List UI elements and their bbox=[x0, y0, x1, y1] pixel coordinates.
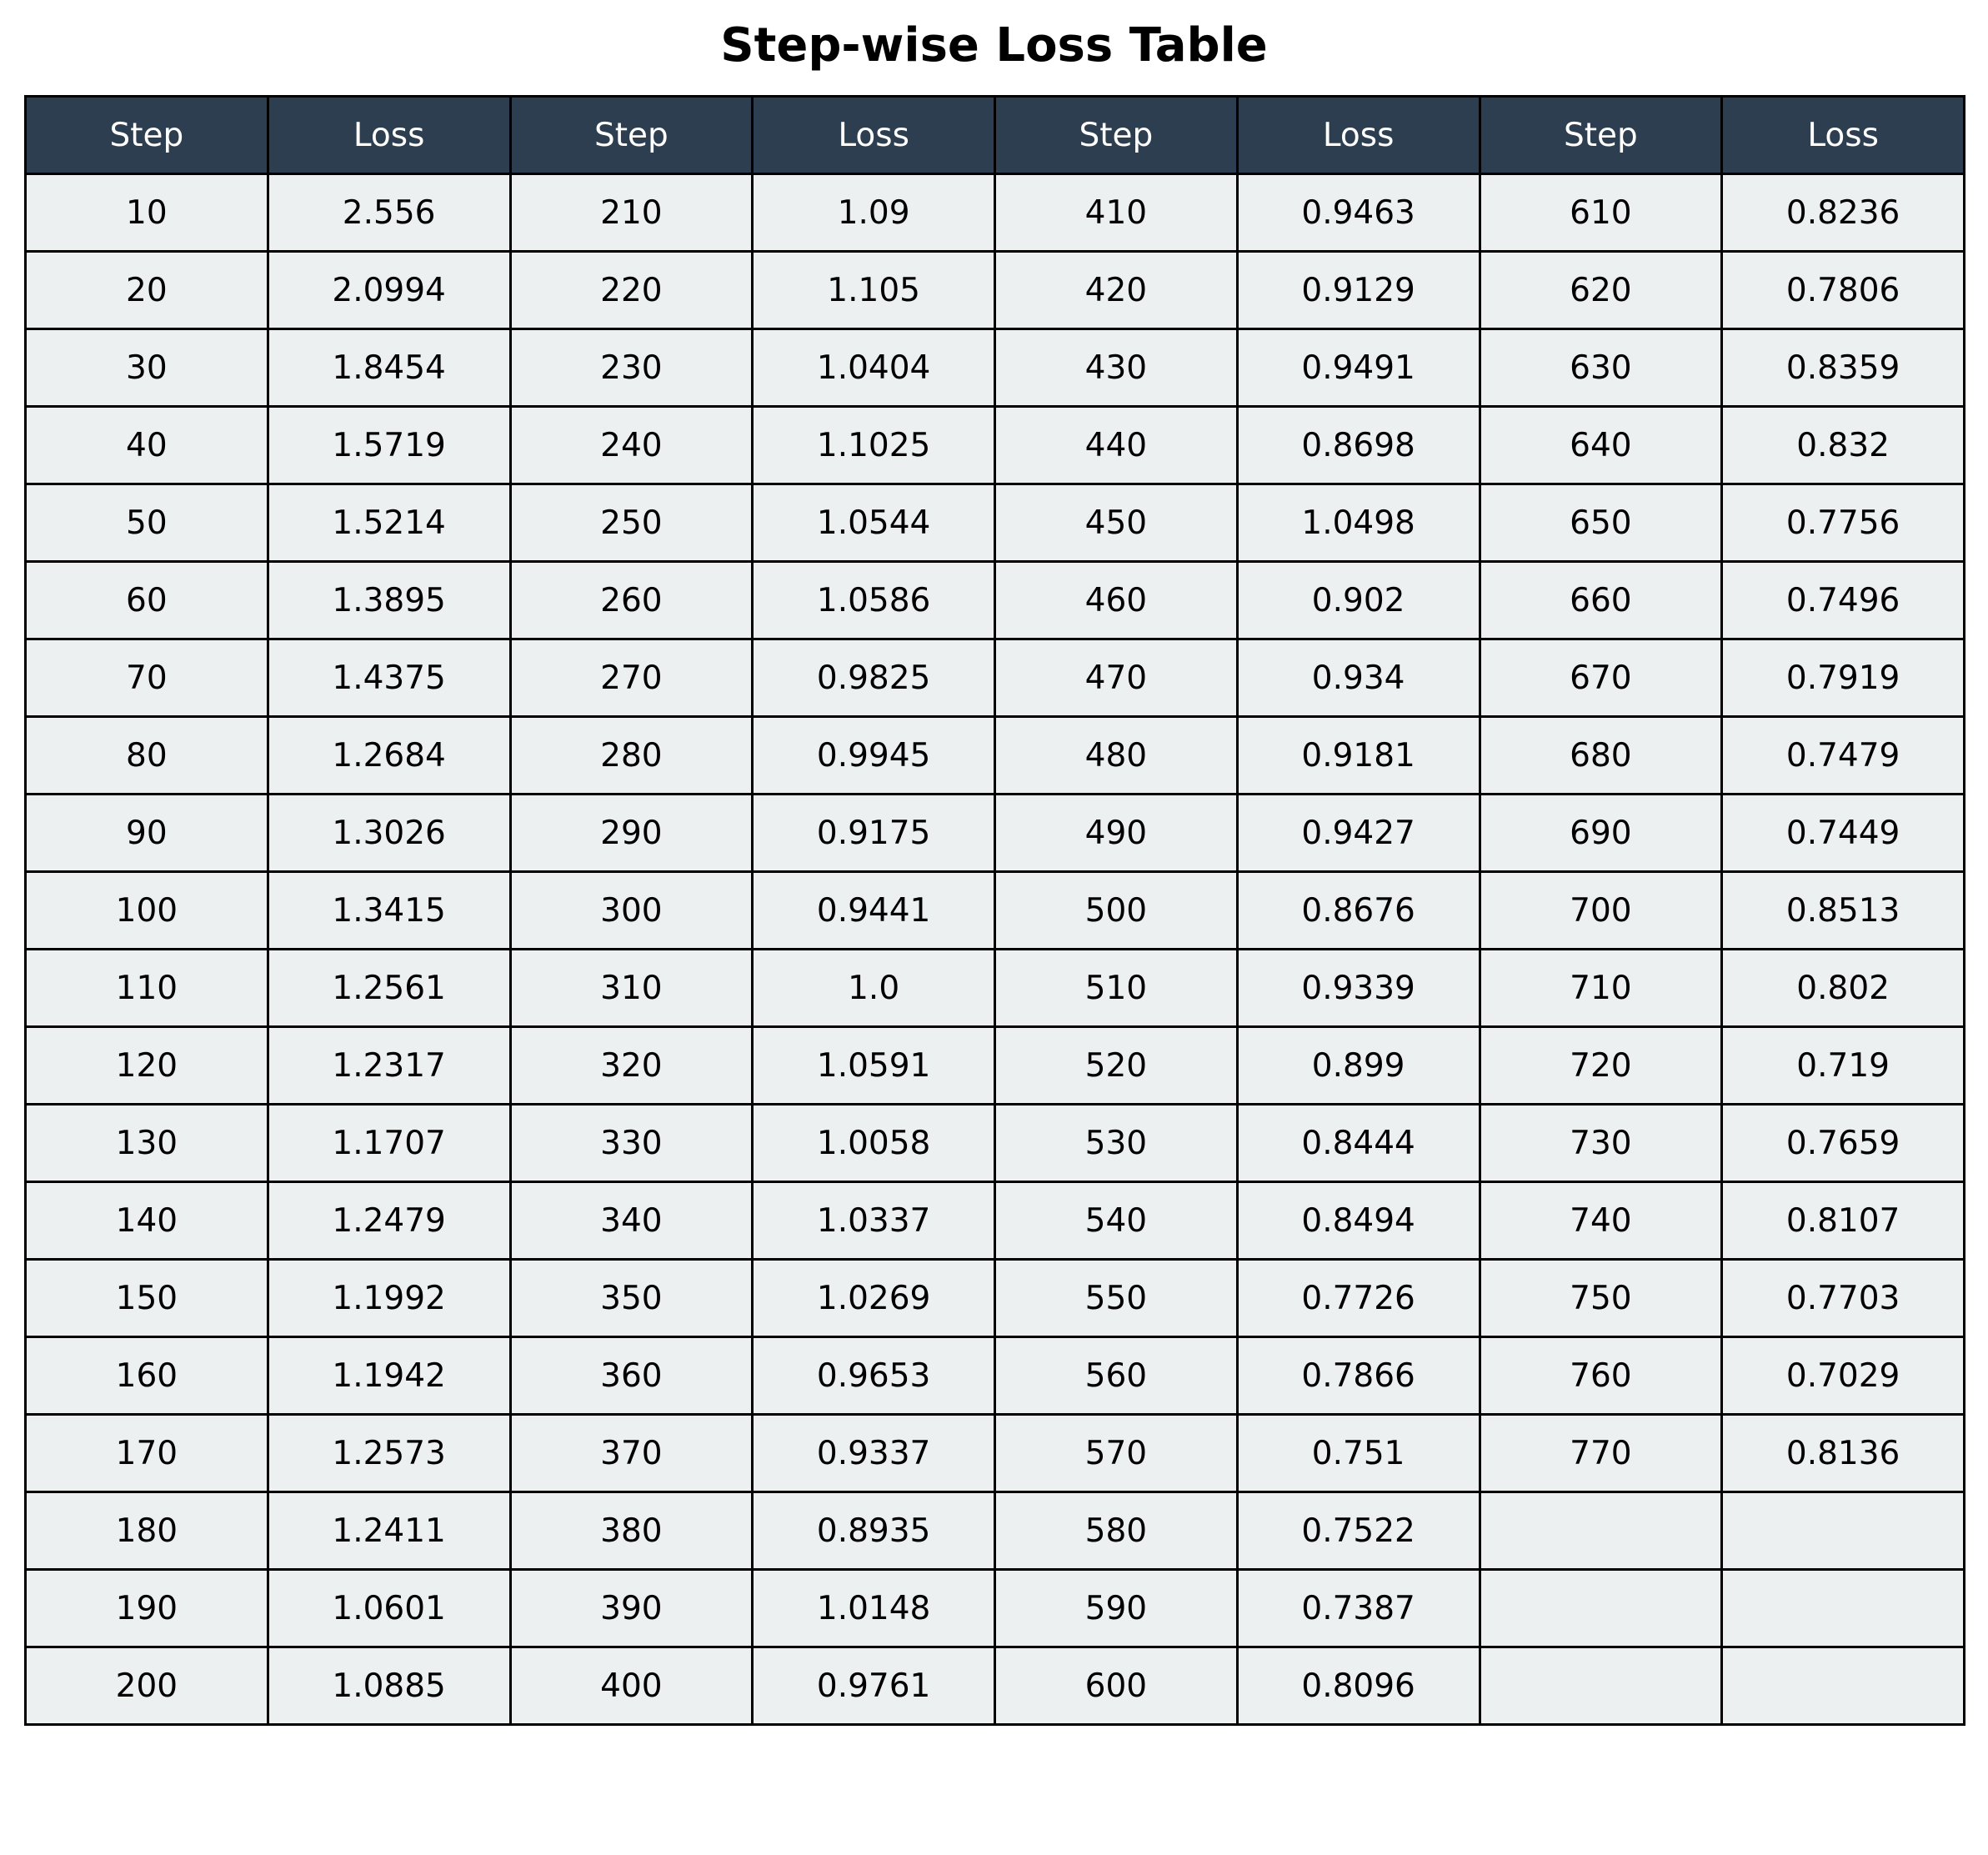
table-cell-loss: 0.8236 bbox=[1722, 174, 1965, 252]
table-cell-loss: 0.9491 bbox=[1237, 329, 1480, 407]
table-cell-step: 100 bbox=[26, 872, 268, 950]
column-header-loss: Loss bbox=[1722, 97, 1965, 174]
table-cell-step: 730 bbox=[1480, 1105, 1722, 1182]
table-cell-step: 670 bbox=[1480, 639, 1722, 717]
table-header-row bbox=[26, 97, 1965, 174]
table-cell-step: 160 bbox=[26, 1337, 268, 1415]
table-cell-step: 270 bbox=[510, 639, 753, 717]
table-cell-step: 720 bbox=[1480, 1027, 1722, 1105]
table-cell-loss: 1.2479 bbox=[268, 1182, 510, 1260]
table-row bbox=[26, 795, 1965, 872]
table-cell-step: 390 bbox=[510, 1570, 753, 1647]
table-cell-loss: 0.8444 bbox=[1237, 1105, 1480, 1182]
table-cell-step: 280 bbox=[510, 717, 753, 795]
table-cell-loss: 1.1942 bbox=[268, 1337, 510, 1415]
table-cell-loss: 0.8107 bbox=[1722, 1182, 1965, 1260]
table-cell-step: 590 bbox=[995, 1570, 1238, 1647]
table-cell-step: 320 bbox=[510, 1027, 753, 1105]
table-row bbox=[26, 329, 1965, 407]
table-cell-loss: 1.0885 bbox=[268, 1647, 510, 1725]
table-cell-loss: 0.8513 bbox=[1722, 872, 1965, 950]
table-cell-step: 360 bbox=[510, 1337, 753, 1415]
table-row bbox=[26, 950, 1965, 1027]
table-cell-loss: 0.8096 bbox=[1237, 1647, 1480, 1725]
table-cell-loss: 0.9129 bbox=[1237, 252, 1480, 329]
table-cell-loss: 0.9441 bbox=[753, 872, 995, 950]
table-cell-step: 570 bbox=[995, 1415, 1238, 1492]
table-cell-loss: 0.802 bbox=[1722, 950, 1965, 1027]
table-cell-loss: 1.2411 bbox=[268, 1492, 510, 1570]
table-cell-loss: 1.5719 bbox=[268, 407, 510, 484]
table-cell-loss: 0.7449 bbox=[1722, 795, 1965, 872]
table-cell-step: 130 bbox=[26, 1105, 268, 1182]
table-cell-step: 40 bbox=[26, 407, 268, 484]
table-row bbox=[26, 639, 1965, 717]
column-header-step: Step bbox=[510, 97, 753, 174]
table-cell-step: 580 bbox=[995, 1492, 1238, 1570]
table-cell-step bbox=[1480, 1492, 1722, 1570]
table-cell-loss: 0.7029 bbox=[1722, 1337, 1965, 1415]
table-cell-step: 240 bbox=[510, 407, 753, 484]
table-cell-step: 200 bbox=[26, 1647, 268, 1725]
table-cell-step: 330 bbox=[510, 1105, 753, 1182]
table-cell-loss: 0.719 bbox=[1722, 1027, 1965, 1105]
table-cell-loss: 1.0601 bbox=[268, 1570, 510, 1647]
table-cell-step: 370 bbox=[510, 1415, 753, 1492]
table-cell-step: 250 bbox=[510, 484, 753, 562]
table-body bbox=[26, 174, 1965, 1725]
table-cell-step: 170 bbox=[26, 1415, 268, 1492]
table-cell-loss: 0.7387 bbox=[1237, 1570, 1480, 1647]
table-cell-step: 450 bbox=[995, 484, 1238, 562]
table-cell-step: 700 bbox=[1480, 872, 1722, 950]
table-cell-step: 640 bbox=[1480, 407, 1722, 484]
table-cell-step: 740 bbox=[1480, 1182, 1722, 1260]
table-cell-step: 210 bbox=[510, 174, 753, 252]
table-cell-step: 460 bbox=[995, 562, 1238, 639]
table-cell-step: 410 bbox=[995, 174, 1238, 252]
table-row bbox=[26, 252, 1965, 329]
table-cell-loss: 0.7726 bbox=[1237, 1260, 1480, 1337]
table-cell-step: 220 bbox=[510, 252, 753, 329]
table-cell-loss bbox=[1722, 1492, 1965, 1570]
table-cell-step bbox=[1480, 1647, 1722, 1725]
table-cell-step: 290 bbox=[510, 795, 753, 872]
table-cell-step: 560 bbox=[995, 1337, 1238, 1415]
table-cell-loss: 0.9339 bbox=[1237, 950, 1480, 1027]
table-cell-loss: 0.8698 bbox=[1237, 407, 1480, 484]
table-row bbox=[26, 1570, 1965, 1647]
table-cell-step: 630 bbox=[1480, 329, 1722, 407]
table-cell-step: 350 bbox=[510, 1260, 753, 1337]
table-cell-loss: 0.934 bbox=[1237, 639, 1480, 717]
table-cell-loss: 1.0148 bbox=[753, 1570, 995, 1647]
table-cell-loss: 0.7756 bbox=[1722, 484, 1965, 562]
table-cell-loss: 1.09 bbox=[753, 174, 995, 252]
table-cell-loss: 0.7866 bbox=[1237, 1337, 1480, 1415]
table-cell-loss: 0.7496 bbox=[1722, 562, 1965, 639]
table-cell-step: 430 bbox=[995, 329, 1238, 407]
table-cell-loss: 0.751 bbox=[1237, 1415, 1480, 1492]
table-row bbox=[26, 1105, 1965, 1182]
table-cell-step: 490 bbox=[995, 795, 1238, 872]
table-cell-loss: 0.7806 bbox=[1722, 252, 1965, 329]
table-cell-step: 510 bbox=[995, 950, 1238, 1027]
table-cell-loss: 1.5214 bbox=[268, 484, 510, 562]
table-row bbox=[26, 484, 1965, 562]
table-cell-step: 680 bbox=[1480, 717, 1722, 795]
table-cell-step: 610 bbox=[1480, 174, 1722, 252]
column-header-step: Step bbox=[26, 97, 268, 174]
table-cell-loss: 0.9653 bbox=[753, 1337, 995, 1415]
column-header-step: Step bbox=[995, 97, 1238, 174]
chart-title: Step-wise Loss Table bbox=[720, 18, 1268, 73]
table-cell-loss: 0.7479 bbox=[1722, 717, 1965, 795]
table-cell-loss: 0.8676 bbox=[1237, 872, 1480, 950]
table-cell-loss: 1.0337 bbox=[753, 1182, 995, 1260]
table-cell-loss: 1.0591 bbox=[753, 1027, 995, 1105]
table-cell-step: 60 bbox=[26, 562, 268, 639]
table-row bbox=[26, 562, 1965, 639]
column-header-loss: Loss bbox=[753, 97, 995, 174]
table-cell-loss: 1.4375 bbox=[268, 639, 510, 717]
table-cell-loss: 1.2561 bbox=[268, 950, 510, 1027]
table-cell-loss: 1.1025 bbox=[753, 407, 995, 484]
table-cell-loss: 0.902 bbox=[1237, 562, 1480, 639]
table-cell-loss: 0.832 bbox=[1722, 407, 1965, 484]
table-cell-step: 530 bbox=[995, 1105, 1238, 1182]
table-cell-loss bbox=[1722, 1570, 1965, 1647]
table-row bbox=[26, 1260, 1965, 1337]
table-cell-step: 230 bbox=[510, 329, 753, 407]
table-cell-step: 300 bbox=[510, 872, 753, 950]
table-cell-step: 540 bbox=[995, 1182, 1238, 1260]
column-header-loss: Loss bbox=[268, 97, 510, 174]
table-cell-loss: 1.3895 bbox=[268, 562, 510, 639]
column-header-loss: Loss bbox=[1237, 97, 1480, 174]
table-cell-step: 180 bbox=[26, 1492, 268, 1570]
table-cell-loss: 1.1992 bbox=[268, 1260, 510, 1337]
table-row bbox=[26, 717, 1965, 795]
table-cell-step: 120 bbox=[26, 1027, 268, 1105]
table-cell-step: 310 bbox=[510, 950, 753, 1027]
table-cell-step: 110 bbox=[26, 950, 268, 1027]
table-cell-loss: 1.0544 bbox=[753, 484, 995, 562]
table-cell-loss: 0.8935 bbox=[753, 1492, 995, 1570]
table-cell-loss: 1.0058 bbox=[753, 1105, 995, 1182]
table-cell-loss: 0.9463 bbox=[1237, 174, 1480, 252]
table-cell-loss: 2.556 bbox=[268, 174, 510, 252]
table-cell-step: 480 bbox=[995, 717, 1238, 795]
table-cell-step: 620 bbox=[1480, 252, 1722, 329]
table-row bbox=[26, 1492, 1965, 1570]
table-cell-step bbox=[1480, 1570, 1722, 1647]
table-cell-loss: 1.8454 bbox=[268, 329, 510, 407]
table-row bbox=[26, 407, 1965, 484]
table-cell-loss: 0.9181 bbox=[1237, 717, 1480, 795]
table-cell-step: 520 bbox=[995, 1027, 1238, 1105]
table-cell-step: 420 bbox=[995, 252, 1238, 329]
table-cell-loss: 1.1707 bbox=[268, 1105, 510, 1182]
table-cell-loss bbox=[1722, 1647, 1965, 1725]
table-cell-step: 770 bbox=[1480, 1415, 1722, 1492]
table-cell-loss: 1.3415 bbox=[268, 872, 510, 950]
table-cell-step: 10 bbox=[26, 174, 268, 252]
table-cell-loss: 1.0498 bbox=[1237, 484, 1480, 562]
table-cell-loss: 0.9945 bbox=[753, 717, 995, 795]
table-row bbox=[26, 174, 1965, 252]
table-cell-step: 690 bbox=[1480, 795, 1722, 872]
table-cell-loss: 0.9761 bbox=[753, 1647, 995, 1725]
table-cell-loss: 0.8359 bbox=[1722, 329, 1965, 407]
table-cell-step: 600 bbox=[995, 1647, 1238, 1725]
table-row bbox=[26, 1337, 1965, 1415]
table-cell-loss: 0.8136 bbox=[1722, 1415, 1965, 1492]
table-cell-loss: 0.899 bbox=[1237, 1027, 1480, 1105]
table-cell-step: 750 bbox=[1480, 1260, 1722, 1337]
table-row bbox=[26, 1027, 1965, 1105]
table-cell-step: 70 bbox=[26, 639, 268, 717]
table-cell-step: 500 bbox=[995, 872, 1238, 950]
table-cell-step: 660 bbox=[1480, 562, 1722, 639]
table-cell-loss: 0.7919 bbox=[1722, 639, 1965, 717]
table-row bbox=[26, 872, 1965, 950]
table-cell-loss: 0.9175 bbox=[753, 795, 995, 872]
table-row bbox=[26, 1647, 1965, 1725]
table-cell-step: 50 bbox=[26, 484, 268, 562]
table-cell-loss: 0.7522 bbox=[1237, 1492, 1480, 1570]
table-cell-step: 470 bbox=[995, 639, 1238, 717]
table-cell-step: 150 bbox=[26, 1260, 268, 1337]
table-cell-loss: 1.105 bbox=[753, 252, 995, 329]
table-cell-loss: 0.9337 bbox=[753, 1415, 995, 1492]
table-cell-loss: 0.7659 bbox=[1722, 1105, 1965, 1182]
table-cell-loss: 0.7703 bbox=[1722, 1260, 1965, 1337]
table-cell-step: 760 bbox=[1480, 1337, 1722, 1415]
table-cell-step: 650 bbox=[1480, 484, 1722, 562]
table-cell-loss: 1.2317 bbox=[268, 1027, 510, 1105]
table-cell-step: 90 bbox=[26, 795, 268, 872]
table-cell-step: 440 bbox=[995, 407, 1238, 484]
table-cell-step: 140 bbox=[26, 1182, 268, 1260]
table-cell-step: 260 bbox=[510, 562, 753, 639]
table-cell-step: 400 bbox=[510, 1647, 753, 1725]
table-cell-loss: 1.0 bbox=[753, 950, 995, 1027]
table-cell-step: 80 bbox=[26, 717, 268, 795]
table-cell-step: 190 bbox=[26, 1570, 268, 1647]
table-cell-loss: 1.3026 bbox=[268, 795, 510, 872]
table-cell-step: 550 bbox=[995, 1260, 1238, 1337]
table-cell-loss: 1.0269 bbox=[753, 1260, 995, 1337]
table-cell-loss: 1.2573 bbox=[268, 1415, 510, 1492]
table-row bbox=[26, 1182, 1965, 1260]
table-cell-loss: 1.2684 bbox=[268, 717, 510, 795]
table-cell-step: 710 bbox=[1480, 950, 1722, 1027]
table-cell-loss: 1.0586 bbox=[753, 562, 995, 639]
table-cell-step: 340 bbox=[510, 1182, 753, 1260]
table-cell-loss: 0.8494 bbox=[1237, 1182, 1480, 1260]
table-cell-loss: 1.0404 bbox=[753, 329, 995, 407]
table-cell-loss: 0.9427 bbox=[1237, 795, 1480, 872]
table-cell-step: 380 bbox=[510, 1492, 753, 1570]
table-cell-step: 30 bbox=[26, 329, 268, 407]
table-cell-step: 20 bbox=[26, 252, 268, 329]
table-row bbox=[26, 1415, 1965, 1492]
column-header-step: Step bbox=[1480, 97, 1722, 174]
table-cell-loss: 0.9825 bbox=[753, 639, 995, 717]
table-cell-loss: 2.0994 bbox=[268, 252, 510, 329]
loss-table bbox=[24, 95, 1965, 1726]
